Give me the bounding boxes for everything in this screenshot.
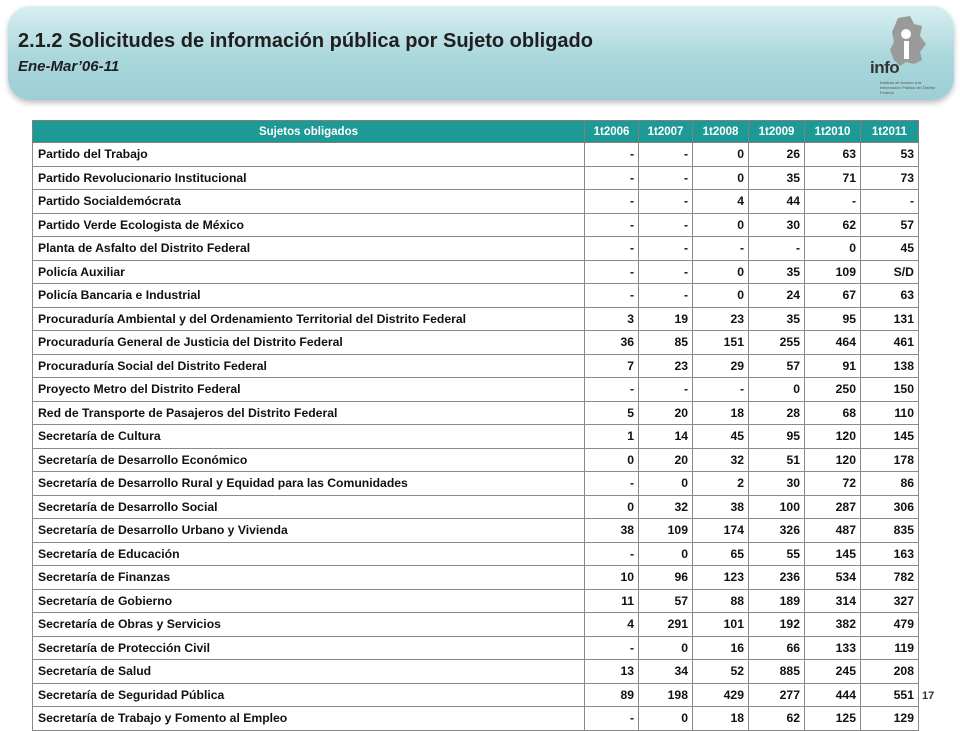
value-cell: 0	[693, 213, 749, 237]
value-cell: -	[639, 260, 693, 284]
value-cell: 85	[639, 331, 693, 355]
table-row	[33, 307, 919, 331]
subject-name-cell: Policía Bancaria e Industrial	[33, 284, 585, 308]
value-cell: 133	[805, 636, 861, 660]
table-row	[33, 190, 919, 214]
column-header-1t2010: 1t2010	[805, 121, 861, 143]
table-row	[33, 378, 919, 402]
value-cell: 208	[861, 660, 919, 684]
page-subtitle: Ene-Mar’06-11	[18, 58, 120, 75]
subject-name-cell: Secretaría de Desarrollo Económico	[33, 448, 585, 472]
subject-name-cell: Partido Verde Ecologista de México	[33, 213, 585, 237]
value-cell: 35	[749, 260, 805, 284]
value-cell: -	[585, 636, 639, 660]
value-cell: 178	[861, 448, 919, 472]
value-cell: 120	[805, 425, 861, 449]
value-cell: 35	[749, 307, 805, 331]
value-cell: 4	[585, 613, 639, 637]
value-cell: 326	[749, 519, 805, 543]
value-cell: -	[693, 378, 749, 402]
value-cell: 189	[749, 589, 805, 613]
value-cell: 62	[749, 707, 805, 731]
value-cell: 429	[693, 683, 749, 707]
column-header-1t2011: 1t2011	[861, 121, 919, 143]
value-cell: 123	[693, 566, 749, 590]
value-cell: 151	[693, 331, 749, 355]
value-cell: 101	[693, 613, 749, 637]
table-row	[33, 284, 919, 308]
column-header-1t2008: 1t2008	[693, 121, 749, 143]
value-cell: -	[639, 190, 693, 214]
value-cell: 2	[693, 472, 749, 496]
value-cell: 30	[749, 472, 805, 496]
table-row	[33, 401, 919, 425]
value-cell: 551	[861, 683, 919, 707]
value-cell: 487	[805, 519, 861, 543]
value-cell: 96	[639, 566, 693, 590]
value-cell: 119	[861, 636, 919, 660]
value-cell: 464	[805, 331, 861, 355]
subject-name-cell: Secretaría de Protección Civil	[33, 636, 585, 660]
value-cell: -	[585, 260, 639, 284]
value-cell: 71	[805, 166, 861, 190]
section-number: 2.1.2	[18, 30, 63, 52]
value-cell: 95	[805, 307, 861, 331]
table-row	[33, 589, 919, 613]
value-cell: 66	[749, 636, 805, 660]
value-cell: -	[639, 213, 693, 237]
value-cell: 7	[585, 354, 639, 378]
value-cell: 28	[749, 401, 805, 425]
value-cell: 73	[861, 166, 919, 190]
subject-name-cell: Partido del Trabajo	[33, 143, 585, 167]
value-cell: 45	[861, 237, 919, 261]
value-cell: -	[585, 378, 639, 402]
value-cell: -	[585, 707, 639, 731]
value-cell: 23	[639, 354, 693, 378]
value-cell: 0	[585, 495, 639, 519]
value-cell: 314	[805, 589, 861, 613]
subject-name-cell: Secretaría de Trabajo y Fomento al Empleo	[33, 707, 585, 731]
value-cell: 174	[693, 519, 749, 543]
value-cell: 36	[585, 331, 639, 355]
table-row	[33, 660, 919, 684]
value-cell: -	[585, 542, 639, 566]
value-cell: 109	[805, 260, 861, 284]
subject-name-cell: Secretaría de Finanzas	[33, 566, 585, 590]
value-cell: 89	[585, 683, 639, 707]
value-cell: 24	[749, 284, 805, 308]
value-cell: 20	[639, 401, 693, 425]
table-row	[33, 425, 919, 449]
value-cell: 88	[693, 589, 749, 613]
value-cell: 0	[639, 707, 693, 731]
value-cell: 5	[585, 401, 639, 425]
value-cell: 461	[861, 331, 919, 355]
value-cell: 0	[585, 448, 639, 472]
value-cell: 65	[693, 542, 749, 566]
value-cell: -	[585, 190, 639, 214]
value-cell: 291	[639, 613, 693, 637]
value-cell: 57	[749, 354, 805, 378]
subject-name-cell: Secretaría de Desarrollo Urbano y Vivienda	[33, 519, 585, 543]
value-cell: -	[585, 284, 639, 308]
value-cell: 10	[585, 566, 639, 590]
value-cell: 129	[861, 707, 919, 731]
value-cell: 44	[749, 190, 805, 214]
table-row	[33, 707, 919, 731]
table-row	[33, 237, 919, 261]
subject-name-cell: Partido Revolucionario Institucional	[33, 166, 585, 190]
column-header-1t2007: 1t2007	[639, 121, 693, 143]
value-cell: -	[639, 237, 693, 261]
value-cell: -	[639, 284, 693, 308]
value-cell: 20	[639, 448, 693, 472]
value-cell: 250	[805, 378, 861, 402]
column-header-1t2006: 1t2006	[585, 121, 639, 143]
value-cell: 287	[805, 495, 861, 519]
value-cell: 53	[861, 143, 919, 167]
value-cell: 11	[585, 589, 639, 613]
column-header-1t2009: 1t2009	[749, 121, 805, 143]
value-cell: 4	[693, 190, 749, 214]
value-cell: 35	[749, 166, 805, 190]
value-cell: 72	[805, 472, 861, 496]
value-cell: 444	[805, 683, 861, 707]
value-cell: 885	[749, 660, 805, 684]
table-row	[33, 636, 919, 660]
value-cell: 150	[861, 378, 919, 402]
subject-name-cell: Secretaría de Desarrollo Social	[33, 495, 585, 519]
value-cell: 100	[749, 495, 805, 519]
subject-name-cell: Procuraduría Social del Distrito Federal	[33, 354, 585, 378]
value-cell: 45	[693, 425, 749, 449]
subject-name-cell: Proyecto Metro del Distrito Federal	[33, 378, 585, 402]
value-cell: -	[585, 143, 639, 167]
value-cell: -	[749, 237, 805, 261]
value-cell: 30	[749, 213, 805, 237]
title-text: Solicitudes de información pública por Sujeto obligado	[68, 30, 593, 52]
table-row	[33, 143, 919, 167]
subject-name-cell: Secretaría de Educación	[33, 542, 585, 566]
value-cell: 23	[693, 307, 749, 331]
value-cell: 63	[861, 284, 919, 308]
value-cell: 95	[749, 425, 805, 449]
value-cell: 19	[639, 307, 693, 331]
subject-name-cell: Policía Auxiliar	[33, 260, 585, 284]
subject-name-cell: Secretaría de Desarrollo Rural y Equidad para las Comunidades	[33, 472, 585, 496]
value-cell: 382	[805, 613, 861, 637]
table-row	[33, 683, 919, 707]
table-body	[33, 143, 919, 731]
value-cell: 236	[749, 566, 805, 590]
subject-name-cell: Secretaría de Cultura	[33, 425, 585, 449]
subject-name-cell: Secretaría de Salud	[33, 660, 585, 684]
table-header-row	[33, 121, 919, 143]
value-cell: 327	[861, 589, 919, 613]
value-cell: -	[693, 237, 749, 261]
value-cell: -	[585, 213, 639, 237]
value-cell: 38	[585, 519, 639, 543]
value-cell: 0	[639, 542, 693, 566]
table-row	[33, 542, 919, 566]
value-cell: 3	[585, 307, 639, 331]
value-cell: 109	[639, 519, 693, 543]
value-cell: S/D	[861, 260, 919, 284]
value-cell: -	[861, 190, 919, 214]
value-cell: -	[639, 166, 693, 190]
value-cell: 125	[805, 707, 861, 731]
value-cell: 1	[585, 425, 639, 449]
value-cell: -	[639, 378, 693, 402]
value-cell: 32	[639, 495, 693, 519]
table-row	[33, 166, 919, 190]
value-cell: 131	[861, 307, 919, 331]
logo-caption: Instituto de Acceso a la Información Pública del Distrito Federal	[880, 80, 936, 95]
table-row	[33, 331, 919, 355]
subject-name-cell: Procuraduría Ambiental y del Ordenamiento Territorial del Distrito Federal	[33, 307, 585, 331]
value-cell: 245	[805, 660, 861, 684]
value-cell: 63	[805, 143, 861, 167]
table-row	[33, 448, 919, 472]
value-cell: 0	[693, 166, 749, 190]
value-cell: 0	[693, 284, 749, 308]
value-cell: -	[805, 190, 861, 214]
value-cell: 13	[585, 660, 639, 684]
page-number: 17	[922, 690, 935, 702]
logo-wordmark: info	[870, 58, 900, 77]
value-cell: 91	[805, 354, 861, 378]
value-cell: 306	[861, 495, 919, 519]
value-cell: 0	[805, 237, 861, 261]
value-cell: 32	[693, 448, 749, 472]
table-row	[33, 260, 919, 284]
value-cell: 29	[693, 354, 749, 378]
value-cell: 198	[639, 683, 693, 707]
value-cell: 782	[861, 566, 919, 590]
value-cell: 0	[639, 472, 693, 496]
page-title	[18, 30, 593, 53]
table-row	[33, 566, 919, 590]
value-cell: 38	[693, 495, 749, 519]
table-row	[33, 213, 919, 237]
value-cell: 145	[861, 425, 919, 449]
value-cell: 0	[693, 260, 749, 284]
value-cell: 57	[861, 213, 919, 237]
value-cell: 86	[861, 472, 919, 496]
value-cell: 51	[749, 448, 805, 472]
table-row	[33, 613, 919, 637]
value-cell: 479	[861, 613, 919, 637]
value-cell: -	[585, 166, 639, 190]
table-row	[33, 495, 919, 519]
value-cell: 68	[805, 401, 861, 425]
value-cell: 145	[805, 542, 861, 566]
value-cell: 18	[693, 401, 749, 425]
value-cell: 55	[749, 542, 805, 566]
value-cell: 192	[749, 613, 805, 637]
table-row	[33, 472, 919, 496]
subject-name-cell: Secretaría de Obras y Servicios	[33, 613, 585, 637]
subject-name-cell: Planta de Asfalto del Distrito Federal	[33, 237, 585, 261]
value-cell: 57	[639, 589, 693, 613]
value-cell: -	[639, 143, 693, 167]
value-cell: 34	[639, 660, 693, 684]
subject-name-cell: Red de Transporte de Pasajeros del Distrito Federal	[33, 401, 585, 425]
value-cell: 277	[749, 683, 805, 707]
value-cell: 110	[861, 401, 919, 425]
subject-name-cell: Secretaría de Seguridad Pública	[33, 683, 585, 707]
column-header-subject: Sujetos obligados	[33, 121, 585, 143]
table-row	[33, 519, 919, 543]
subject-name-cell: Procuraduría General de Justicia del Distrito Federal	[33, 331, 585, 355]
value-cell: -	[585, 237, 639, 261]
value-cell: 62	[805, 213, 861, 237]
value-cell: 14	[639, 425, 693, 449]
value-cell: 534	[805, 566, 861, 590]
subject-name-cell: Partido Socialdemócrata	[33, 190, 585, 214]
value-cell: 0	[749, 378, 805, 402]
value-cell: 163	[861, 542, 919, 566]
value-cell: 120	[805, 448, 861, 472]
value-cell: 0	[639, 636, 693, 660]
value-cell: 18	[693, 707, 749, 731]
value-cell: 26	[749, 143, 805, 167]
value-cell: -	[585, 472, 639, 496]
value-cell: 255	[749, 331, 805, 355]
title-banner	[8, 6, 954, 100]
value-cell: 138	[861, 354, 919, 378]
requests-table	[32, 120, 919, 731]
value-cell: 16	[693, 636, 749, 660]
value-cell: 67	[805, 284, 861, 308]
value-cell: 0	[693, 143, 749, 167]
value-cell: 52	[693, 660, 749, 684]
value-cell: 835	[861, 519, 919, 543]
table-row	[33, 354, 919, 378]
subject-name-cell: Secretaría de Gobierno	[33, 589, 585, 613]
